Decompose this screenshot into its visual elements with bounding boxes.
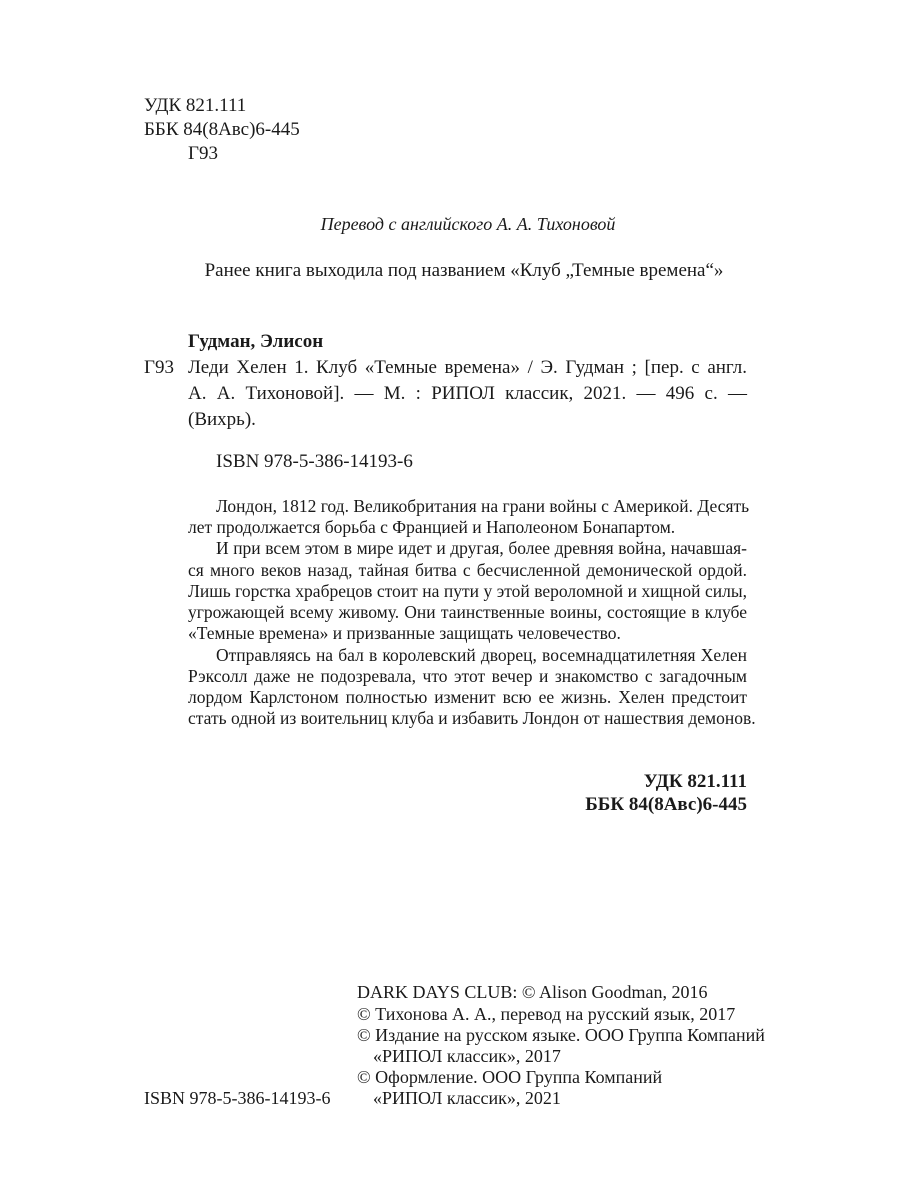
catalog-description-line: А. А. Тихоновой]. — М. : РИПОЛ классик, 2021. — 496 с. —: [188, 383, 747, 404]
previous-title-note: Ранее книга выходила под названием «Клуб „Темные времена“»: [204, 260, 724, 281]
footer-isbn: ISBN 978-5-386-14193-6: [144, 1088, 331, 1108]
annotation-line: лет продолжается борьба с Францией и Наполеоном Бонапартом.: [188, 517, 676, 537]
copyright-line: © Издание на русском языке. ООО Группа Компаний: [357, 1025, 765, 1045]
udk-code: УДК 821.111: [144, 95, 247, 116]
annotation-line: Лишь горстка храбрецов стоит на пути у этой вероломной и хищной силы,: [188, 581, 747, 601]
catalog-author-mark: Г93: [144, 357, 174, 378]
annotation-line: Отправляясь на бал в королевский дворец, восемнадцатилетняя Хелен: [216, 645, 747, 665]
copyright-line: «РИПОЛ классик», 2021: [373, 1088, 561, 1108]
catalog-description-line: (Вихрь).: [188, 409, 256, 430]
annotation-line: Лондон, 1812 год. Великобритания на грани войны с Америкой. Десять: [216, 496, 750, 516]
annotation-line: угрожающей всему живому. Они таинственные воины, состоящие в клубе: [188, 602, 747, 622]
annotation-line: лордом Карлстоном полностью изменит всю ее жизнь. Хелен предстоит: [188, 687, 747, 707]
catalog-author: Гудман, Элисон: [188, 331, 324, 352]
copyright-line: «РИПОЛ классик», 2017: [373, 1046, 561, 1066]
copyright-line: DARK DAYS CLUB: © Alison Goodman, 2016: [357, 982, 708, 1002]
author-mark: Г93: [188, 143, 218, 164]
annotation-line: ся много веков назад, тайная битва с бесчисленной демонической ордой.: [188, 560, 747, 580]
catalog-description-line: Леди Хелен 1. Клуб «Темные времена» / Э. Гудман ; [пер. с англ.: [188, 357, 747, 378]
bbk-code: ББК 84(8Авс)6-445: [144, 119, 300, 140]
annotation-line: И при всем этом в мире идет и другая, более древняя война, начавшая-: [216, 538, 747, 558]
copyright-line: © Оформление. ООО Группа Компаний: [357, 1067, 663, 1087]
annotation-line: Рэксолл даже не подозревала, что этот вечер и знакомство с загадочным: [188, 666, 747, 686]
catalog-isbn: ISBN 978-5-386-14193-6: [216, 451, 413, 472]
translator-note: Перевод с английского А. А. Тихоновой: [320, 214, 616, 234]
bottom-udk-code: УДК 821.111: [643, 771, 747, 792]
bottom-bbk-code: ББК 84(8Авс)6-445: [585, 794, 747, 815]
copyright-line: © Тихонова А. А., перевод на русский язык, 2017: [357, 1004, 736, 1024]
annotation-line: «Темные времена» и призванные защищать человечество.: [188, 623, 621, 643]
annotation-line: стать одной из воительниц клуба и избавить Лондон от нашествия демонов.: [188, 708, 756, 728]
